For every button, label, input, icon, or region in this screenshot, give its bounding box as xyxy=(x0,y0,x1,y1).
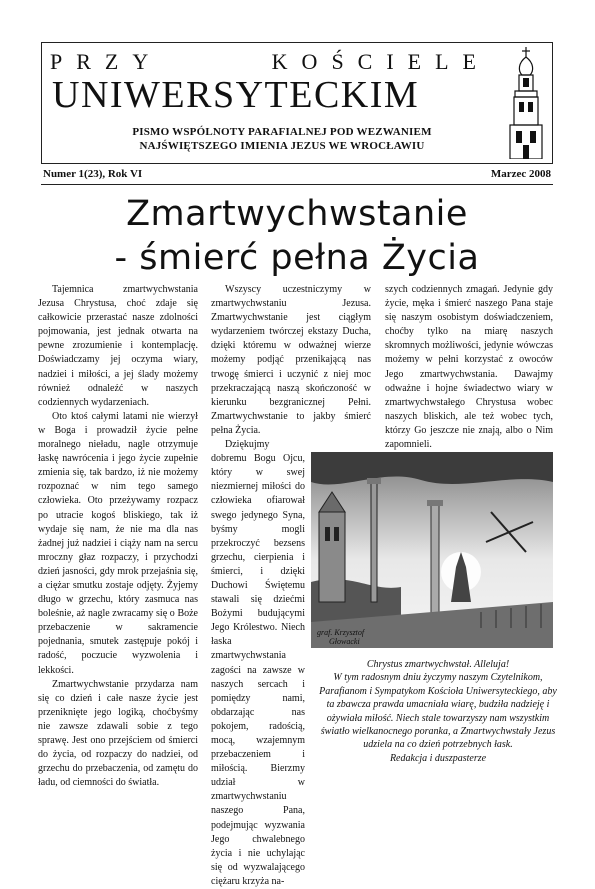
greeting-heading: Chrystus zmartwychwstał. Alleluja! xyxy=(366,659,510,670)
masthead-subtitle xyxy=(42,125,522,153)
col3-paragraph-1: szych codziennych zmagań. Jedynie gdy życie, męka i śmierć naszego Pana staje się naszym osobistym doświadczeniem, choćby tylko na miarę naszych skromnych możliwości, jedynie wówczas możemy w pełni korzystać z owoców Jego zmartwychwstania. Dawajmy odważne i hojne świadectwo wiary w zmartwychwstałego Chrystusa wobec naszych bliskich, ale też wobec tych, którzy Go jeszcze nie znają, albo o Nim zapomnieli. xyxy=(385,284,553,451)
masthead xyxy=(41,42,553,164)
article-column-3 xyxy=(385,283,553,452)
col2-paragraph-1: Wszyscy uczestniczymy w zmartwychwstaniu Jezusa. Zmartwychwstanie jest ciągłym wydarzeniem twórczej ekstazy Ducha, dzięki któremu w odważnej wierze możemy podjąć przenikającą nas trwogę śmierci i uczynić z niej moc przekraczającą naszą skończoność w kierunku bezgranicznej Pełni. Zmartwychwstanie to jakby śmierć pełna Życia. xyxy=(211,284,371,436)
col1-paragraph-3: Zmartwychwstanie przydarza nam się co dzień i całe nasze życie jest przeniknięte jego logiką, choćbyśmy nie zawsze zdawali sobie z tego sprawę. Jest ono przejściem od śmierci do życia, od rozpaczy do nadziei, od grzechu do przebaczenia, od zamętu do ładu, od ciemności do światła. xyxy=(38,678,198,789)
issue-date: Marzec 2008 xyxy=(490,168,551,180)
article-column-1 xyxy=(38,283,198,790)
issue-number: Numer 1(23), Rok VI xyxy=(43,168,143,180)
credit-line1: graf. Krzysztof xyxy=(317,628,365,637)
col1-paragraph-2: Oto ktoś całymi latami nie wierzył w Boga i prowadził życie pełne moralnego nieładu, nagle otrzymuje łaskę nawrócenia i jego życie zupełnie zmienia się, tak bardzo, iż nie możemy rozpoznać w nim tego samego człowieka. Oto przeżywamy rozpacz po utracie kogoś bliskiego, tak iż wydaje się nam, że nie ma dla nas żadnej już nadziei i ciąży nam na sercu mroczny głaz rozpaczy, i przychodzi dzień jasności, gdy mrok przejaśnia się, a ciężar smutku zostaje odjęty. Żyjemy długo w grzechu, który zasmuca nas boleśnie, aż nagle zwracamy się o Boże przebaczenie w sakramencie pojednania, smutek zastępuje pokój i radość, poczucie wyzwolenia i lekkości. xyxy=(38,410,198,676)
illustration-credit xyxy=(317,628,364,646)
masthead-word-przy: PRZY xyxy=(50,49,163,74)
easter-greeting xyxy=(318,658,558,765)
headline-line2: - śmierć pełna Życia xyxy=(114,238,480,278)
article-headline xyxy=(41,192,553,280)
issue-bar xyxy=(41,168,553,185)
headline-line1: Zmartwychwstanie xyxy=(126,194,468,234)
masthead-title: UNIWERSYTECKIM xyxy=(52,74,420,116)
masthead-word-koscielne: KOŚCIELE xyxy=(271,49,490,74)
col1-paragraph-1: Tajemnica zmartwychwstania Jezusa Chrystusa, choć zdaje się całkowicie przerastać nasze zdolności pojmowania, jest jednak otwarta na pewne zrozumienie i kontemplację. Doświadczamy jej oczyma wiary, nadziei i miłości, a jej ślady możemy również odnaleźć w naszych codziennych wydarzeniach. xyxy=(38,284,198,408)
resurrection-illustration xyxy=(311,452,553,648)
church-tower-icon xyxy=(506,47,546,159)
masthead-subtitle-line1: PISMO WSPÓLNOTY PARAFIALNEJ POD WEZWANIEM xyxy=(132,126,432,138)
resurrection-graphic xyxy=(311,452,553,648)
col2-paragraph-2: Dziękujmy dobremu Bogu Ojcu, który w swej niezmiernej miłości do człowieka ofiarował swego jedynego Syna, byśmy mogli przekroczyć bezsens grzechu, cierpienia i śmierci, i dzięki Duchowi Świętemu stawali się dziećmi Bożymi budującymi Jego Królestwo. Niech łaska zmartwychwstania zagości na zawsze w naszych sercach i pomiędzy nami, obdarzając nas pokojem, radością, mocą, wzajemnym przebaczeniem i miłością. Bierzmy udział w zmartwychwstaniu naszego Pana, podejmując wyzwania Jego chwalebnego życia i nie uchylając się od wyzwalającego ciężaru krzyża na- xyxy=(211,439,305,887)
credit-line2: Głowacki xyxy=(329,637,360,646)
masthead-line1 xyxy=(50,49,490,75)
masthead-subtitle-line2: NAJŚWIĘTSZEGO IMIENIA JEZUS WE WROCŁAWIU xyxy=(139,140,425,152)
greeting-body: W tym radosnym dniu życzymy naszym Czytelnikom, Parafianom i Sympatykom Kościoła Uniwersyteckiego, aby ta zbawcza prawda umacniała wiarę, budziła nadzieję i ożywiała miłość. Niech stale towarzyszy nam wszystkim światło wielkanocnego poranka, a Zmartwychwstały Jezus udziela na co dzień potrzebnych łask. xyxy=(319,672,557,751)
greeting-signature: Redakcja i duszpasterze xyxy=(389,752,487,764)
